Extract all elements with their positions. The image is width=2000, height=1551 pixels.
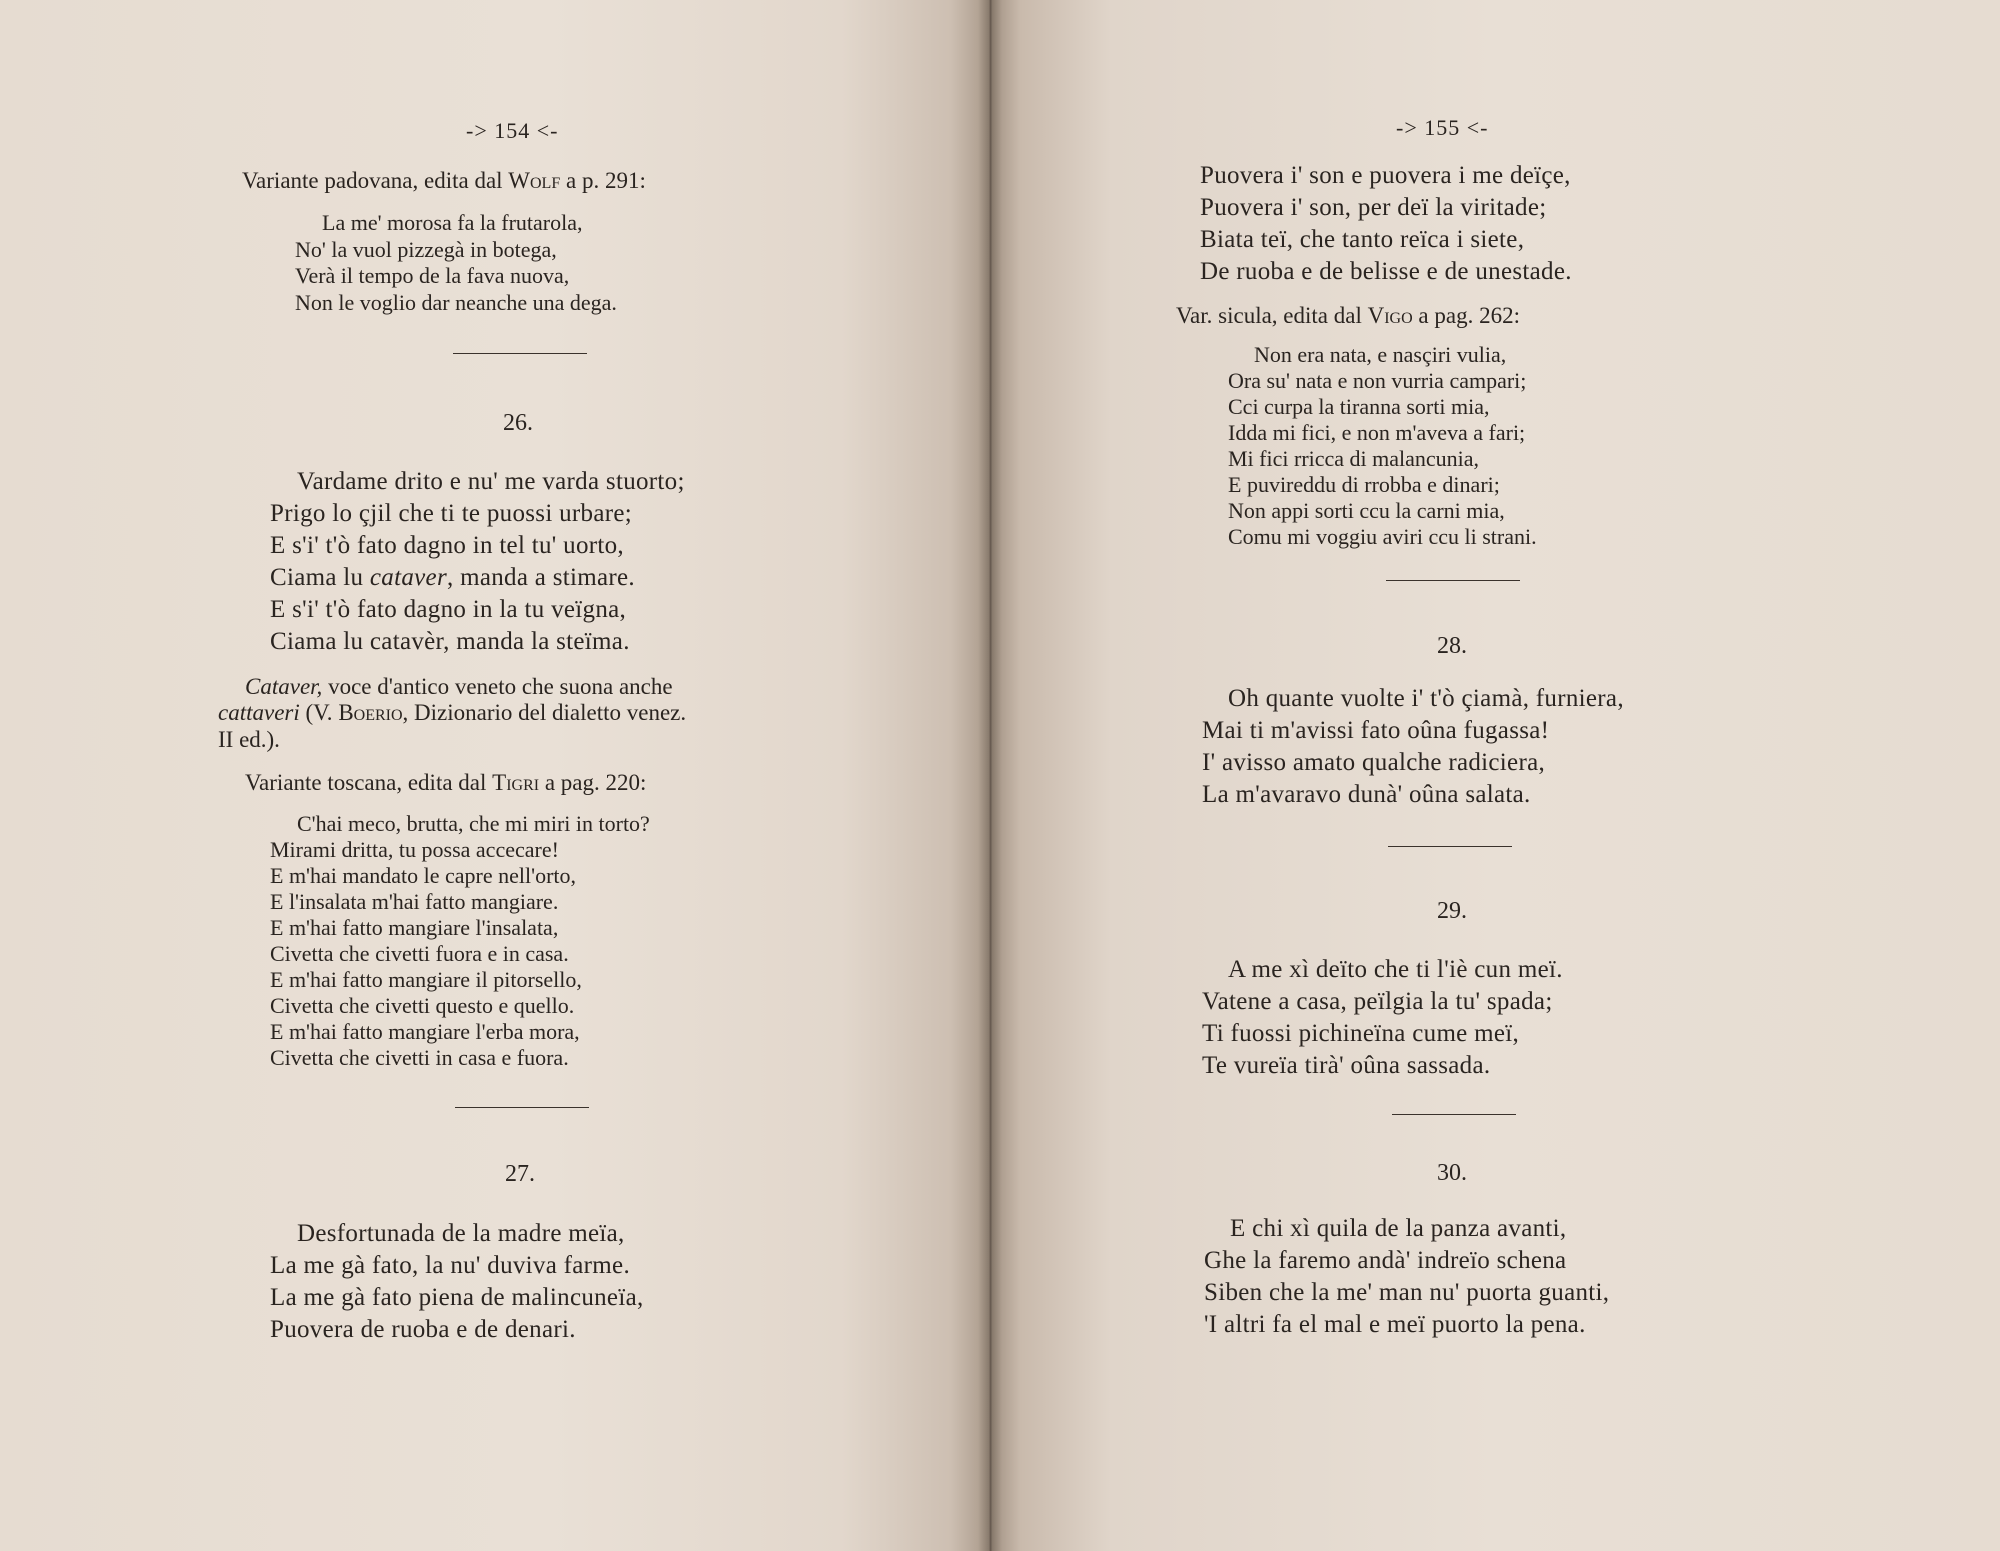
verse-line: No' la vuol pizzegà in botega,: [295, 237, 557, 262]
page-number: -> 154 <-: [466, 118, 559, 143]
verse-line: Civetta che civetti in casa e fuora.: [270, 1045, 569, 1070]
verse-line: La me' morosa fa la frutarola,: [322, 210, 583, 235]
note-text: , Dizionario del dialetto venez.: [402, 700, 687, 725]
section-divider: [455, 1107, 589, 1108]
verse-line: Oh quante vuolte i' t'ò çiamà, furniera,: [1228, 685, 1624, 712]
author-name: Vigo: [1367, 303, 1413, 328]
book-gutter: [978, 0, 1002, 1551]
verse-line: E m'hai fatto mangiare il pitorsello,: [270, 967, 582, 992]
verse-line: E m'hai mandato le capre nell'orto,: [270, 863, 577, 888]
verse-line: Ciama lu catavèr, manda la steïma.: [270, 628, 630, 655]
author-name: Boerio: [338, 700, 403, 725]
verse-line: E s'i' t'ò fato dagno in tel tu' uorto,: [270, 532, 624, 559]
verse-line: Desfortunada de la madre meïa,: [297, 1220, 625, 1247]
heading-text: a pag. 262:: [1412, 303, 1520, 328]
verse-text: Ciama lu: [270, 564, 370, 591]
verse-line: La m'avaravo dunà' oûna salata.: [1202, 781, 1531, 808]
verse-text: , manda a stimare.: [446, 564, 635, 591]
verse-line: Idda mi fici, e non m'aveva a fari;: [1228, 420, 1526, 445]
verse-line: I' avisso amato qualche radiciera,: [1202, 749, 1546, 776]
verse-line: Non era nata, e nasçiri vulia,: [1254, 342, 1507, 367]
verse-line: Vardame drito e nu' me varda stuorto;: [297, 468, 685, 495]
verse-line: E chi xì quila de la panza avanti,: [1230, 1215, 1567, 1242]
verse-line: Cci curpa la tiranna sorti mia,: [1228, 394, 1490, 419]
verse-line: E s'i' t'ò fato dagno in la tu veïgna,: [270, 596, 627, 623]
left-page: [0, 0, 990, 1551]
verse-line: C'hai meco, brutta, che mi miri in torto?: [297, 811, 650, 836]
heading-text: a pag. 220:: [539, 770, 647, 795]
verse-line: Civetta che civetti questo e quello.: [270, 993, 575, 1018]
poem-number: 27.: [505, 1161, 535, 1187]
poem-number: 29.: [1437, 898, 1467, 924]
verse-line: A me xì deïto che ti l'iè cun meï.: [1228, 956, 1563, 983]
verse-line: [270, 564, 635, 592]
verse-line: Mai ti m'avissi fato oûna fugassa!: [1202, 717, 1550, 744]
verse-line: Te vureïa tirà' oûna sassada.: [1202, 1052, 1491, 1079]
verse-line: Biata teï, che tanto reïca i siete,: [1200, 226, 1525, 253]
right-page: [990, 0, 2000, 1551]
verse-line: Mi fici rricca di malancunia,: [1228, 446, 1480, 471]
verse-line: La me gà fato piena de malincuneïa,: [270, 1284, 644, 1311]
verse-line: E puvireddu di rrobba e dinari;: [1228, 472, 1500, 497]
poem-number: 28.: [1437, 633, 1467, 659]
verse-line: De ruoba e de belisse e de unestade.: [1200, 258, 1572, 285]
verse-line: Siben che la me' man nu' puorta guanti,: [1204, 1279, 1610, 1306]
note-term: Cataver,: [245, 674, 323, 699]
author-name: Tigri: [492, 770, 540, 795]
note-text: (V.: [299, 700, 339, 725]
heading-text: Var. sicula, edita dal: [1176, 303, 1368, 328]
verse-line: Non le voglio dar neanche una dega.: [295, 290, 617, 315]
heading-text: Variante toscana, edita dal: [245, 770, 493, 795]
poem-number: 30.: [1437, 1160, 1467, 1186]
page-number: -> 155 <-: [1396, 115, 1489, 140]
verse-line: E l'insalata m'hai fatto mangiare.: [270, 889, 559, 914]
verse-line: Non appi sorti ccu la carni mia,: [1228, 498, 1505, 523]
verse-line: E m'hai fatto mangiare l'insalata,: [270, 915, 559, 940]
section-divider: [1386, 580, 1520, 581]
verse-line: 'I altri fa el mal e meï puorto la pena.: [1204, 1311, 1586, 1338]
verse-line: Ti fuossi pichineïna cume meï,: [1202, 1020, 1520, 1047]
verse-line: Puovera i' son e puovera i me deïçe,: [1200, 162, 1571, 189]
verse-line: Puovera de ruoba e de denari.: [270, 1316, 576, 1343]
verse-line: La me gà fato, la nu' duviva farme.: [270, 1252, 630, 1279]
verse-line: Ora su' nata e non vurria campari;: [1228, 368, 1527, 393]
note-text: voce d'antico veneto che suona anche: [322, 674, 673, 699]
note-line: [218, 700, 686, 726]
verse-line: Puovera i' son, per deï la viritade;: [1200, 194, 1547, 221]
section-divider: [1392, 1114, 1516, 1115]
note-term: cattaveri: [218, 700, 300, 725]
section-divider: [453, 353, 587, 354]
section-divider: [1388, 846, 1512, 847]
verse-line: Comu mi voggiu aviri ccu li strani.: [1228, 524, 1537, 549]
verse-line: Mirami dritta, tu possa accecare!: [270, 837, 559, 862]
heading-text: Variante padovana, edita dal: [242, 168, 509, 193]
variant-heading-padovana: [242, 168, 646, 194]
verse-line: E m'hai fatto mangiare l'erba mora,: [270, 1019, 580, 1044]
author-name: Wolf: [508, 168, 561, 193]
verse-text-italic: cataver: [369, 564, 447, 591]
variant-heading-toscana: [245, 770, 646, 796]
verse-line: Verà il tempo de la fava nuova,: [295, 263, 570, 288]
verse-line: Prigo lo çjil che ti te puossi urbare;: [270, 500, 633, 527]
heading-text: a p. 291:: [560, 168, 646, 193]
note-line: II ed.).: [218, 727, 280, 752]
verse-line: Ghe la faremo andà' indreïo schena: [1204, 1247, 1567, 1274]
variant-heading-sicula: [1176, 303, 1520, 329]
verse-line: Vatene a casa, peïlgia la tu' spada;: [1202, 988, 1553, 1015]
note-line: [245, 674, 673, 700]
poem-number: 26.: [503, 410, 533, 436]
verse-line: Civetta che civetti fuora e in casa.: [270, 941, 569, 966]
